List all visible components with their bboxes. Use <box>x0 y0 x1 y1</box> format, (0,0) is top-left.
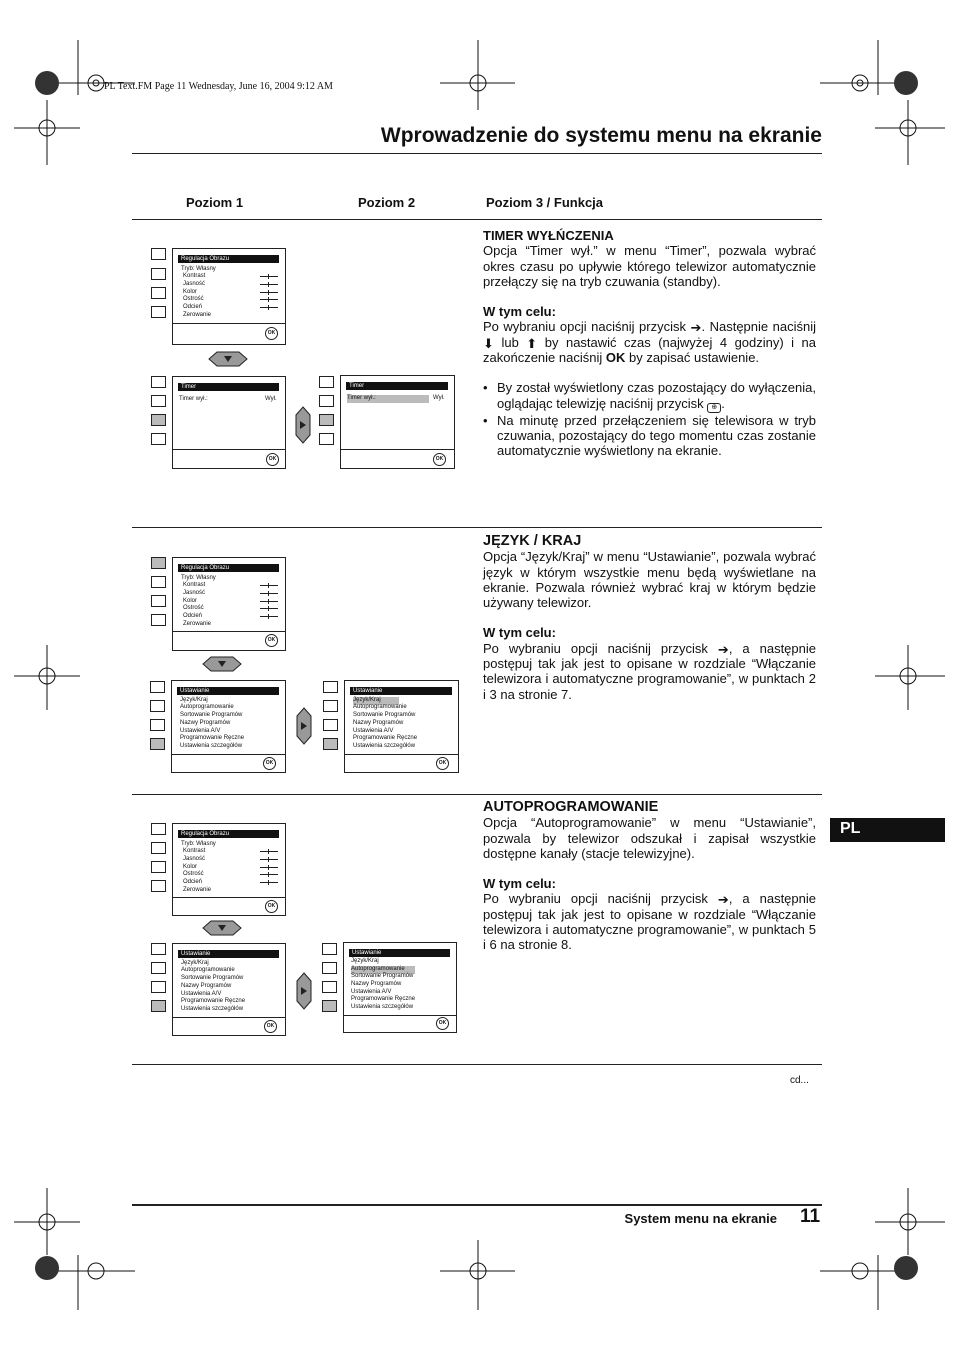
setup-menu-icon <box>323 738 338 750</box>
sound-menu-icon <box>323 700 338 712</box>
column-level1: Poziom 1 <box>186 195 244 210</box>
column-level2: Poziom 2 <box>358 195 416 210</box>
arrow-right-icon <box>296 707 312 745</box>
picture-menu-icon <box>323 681 338 693</box>
info-button-icon: ⊕ <box>707 403 721 413</box>
setup-menu-icon <box>319 433 334 445</box>
picture-menu-icon <box>150 681 165 693</box>
picture-menu-icon <box>151 823 166 835</box>
section-heading: AUTOPROGRAMOWANIE <box>483 799 659 815</box>
arrow-down-icon <box>207 351 249 367</box>
arrow-right-icon: ➔ <box>690 320 702 336</box>
sound-menu-icon <box>151 962 166 974</box>
arrow-right-icon: ➔ <box>717 892 729 908</box>
footer-section-label: System menu na ekranie <box>624 1211 777 1226</box>
setup-menu-icon <box>151 433 166 445</box>
screen-picture: Regulacja Obrazu Tryb: Własny Kontrast Jasność Kolor Ostrość Odcień Zerowanie OK <box>172 823 286 916</box>
sound-menu-icon <box>151 268 166 280</box>
section-heading: TIMER WYŁŃCZENIA <box>483 228 614 243</box>
picture-menu-icon <box>319 376 334 388</box>
section-timer <box>483 228 816 459</box>
arrow-down-icon <box>201 920 243 936</box>
page-title: Wprowadzenie do systemu menu na ekranie <box>380 124 822 147</box>
timer-menu-icon <box>323 719 338 731</box>
timer-menu-icon <box>151 981 166 993</box>
screen-setup-level1: Ustawianie Język/Kraj Autoprogramowanie Sortowanie Programów Nazwy Programów Ustawienia A/V Programowanie Ręczne Ustawienia szczegółów OK <box>172 943 286 1036</box>
language-tab: PL <box>830 818 945 842</box>
timer-menu-icon <box>322 981 337 993</box>
sound-menu-icon <box>322 962 337 974</box>
setup-menu-icon <box>151 880 166 892</box>
picture-menu-icon <box>322 943 337 955</box>
timer-menu-icon <box>151 595 166 607</box>
continued-note: cd... <box>790 1075 809 1086</box>
picture-menu-icon <box>151 376 166 388</box>
sound-menu-icon <box>151 395 166 407</box>
arrow-right-icon <box>296 972 312 1010</box>
picture-menu-icon <box>151 248 166 260</box>
arrow-down-icon: ⬇ <box>483 335 494 351</box>
file-meta: PL Text.FM Page 11 Wednesday, June 16, 2004 9:12 AM <box>104 81 333 92</box>
steps-text: Po wybraniu opcji naciśnij przycisk ➔. Następnie naciśnij ⬇ lub ⬆ by nastawić czas (najwyżej 4 godziny) i na zakończenie naciśnij OK by zapisać ustawienie. <box>483 319 816 366</box>
setup-menu-icon <box>151 614 166 626</box>
arrow-right-icon: ➔ <box>717 641 729 657</box>
screen-setup-level2: Ustawianie Język/Kraj Autoprogramowanie Sortowanie Programów Nazwy Programów Ustawienia A/V Programowanie Ręczne Ustawienia szczegółów OK <box>343 942 457 1033</box>
section-intro: Opcja “Timer wył.” w menu “Timer”, pozwala wybrać okres czasu po upływie którego telewizor automatycznie przełączy się na tryb czuwania (standby). <box>483 243 816 289</box>
screen-setup-level2: Ustawianie Język/Kraj Autoprogramowanie Sortowanie Programów Nazwy Programów Ustawienia A/V Programowanie Ręczne Ustawienia szczegółów OK <box>344 680 459 773</box>
sound-menu-icon <box>319 395 334 407</box>
page-number: 11 <box>800 1206 821 1227</box>
setup-menu-icon <box>322 1000 337 1012</box>
bullet-item: • Na minutę przed przełączeniem się telewisora w tryb czuwania, pozostający do tego momentu czas zostanie automatycznie wyświetlony na ekranie. <box>483 412 816 459</box>
arrow-down-icon <box>201 656 243 672</box>
section-intro: Opcja “Język/Kraj” w menu “Ustawianie”, pozwala wybrać język w którym wszystkie menu będą wyświetlane na ekranie. Pozwala również wybrać kraj w którym będzie używany telewizor. <box>483 549 816 611</box>
arrow-up-icon: ⬆ <box>526 335 538 351</box>
section-heading: JĘZYK / KRAJ <box>483 533 582 549</box>
column-level3: Poziom 3 / Funkcja <box>486 195 604 210</box>
setup-menu-icon <box>151 1000 166 1012</box>
setup-menu-icon <box>151 306 166 318</box>
timer-menu-icon <box>151 287 166 299</box>
picture-menu-icon <box>151 557 166 569</box>
timer-menu-icon <box>319 414 334 426</box>
picture-menu-icon <box>151 943 166 955</box>
screen-setup-level1: Ustawianie Język/Kraj Autoprogramowanie Sortowanie Programów Nazwy Programów Ustawienia A/V Programowanie Ręczne Ustawienia szczegółów OK <box>171 680 286 773</box>
screen-timer-level2: Timer Timer wył.: Wył. OK <box>340 375 455 469</box>
steps-heading: W tym celu: <box>483 876 556 892</box>
timer-menu-icon <box>151 414 166 426</box>
steps-text: Po wybraniu opcji naciśnij przycisk ➔, a następnie postępuj tak jak jest to opisane w rozdziale “Włączanie telewizora i automatyczne programowanie”, w punktach 2 i 3 na stronie 7. <box>483 640 816 702</box>
section-intro: Opcja “Autoprogramowanie” w menu “Ustawianie”, pozwala by telewizor odszukał i zapisał wszystkie dostępne kanały (stacje telewizyjne). <box>483 815 816 861</box>
steps-heading: W tym celu: <box>483 304 556 320</box>
section-autoprog <box>483 800 816 953</box>
steps-text: Po wybraniu opcji naciśnij przycisk ➔, a następnie postępuj tak jak jest to opisane w rozdziale “Włączanie telewizora i automatyczne programowanie”, w punktach 5 i 6 na stronie 8. <box>483 891 816 953</box>
bullet-item: • By został wyświetlony czas pozostający do wyłączenia, oglądając telewizję naciśnij przycisk ⊕ . <box>483 380 816 411</box>
steps-heading: W tym celu: <box>483 625 556 641</box>
timer-menu-icon <box>150 719 165 731</box>
screen-picture: Regulacja Obrazu Tryb: Własny Kontrast Jasność Kolor Ostrość Odcień Zerowanie OK <box>172 248 286 345</box>
setup-menu-icon <box>150 738 165 750</box>
screen-picture: Regulacja Obrazu Tryb: Własny Kontrast Jasność Kolor Ostrość Odcień Zerowanie OK <box>172 557 286 651</box>
screen-timer-level1: Timer Timer wył.: Wył. OK <box>172 376 286 469</box>
sound-menu-icon <box>151 842 166 854</box>
arrow-right-icon <box>295 406 311 444</box>
sound-menu-icon <box>151 576 166 588</box>
sound-menu-icon <box>150 700 165 712</box>
section-language <box>483 534 816 702</box>
timer-menu-icon <box>151 861 166 873</box>
